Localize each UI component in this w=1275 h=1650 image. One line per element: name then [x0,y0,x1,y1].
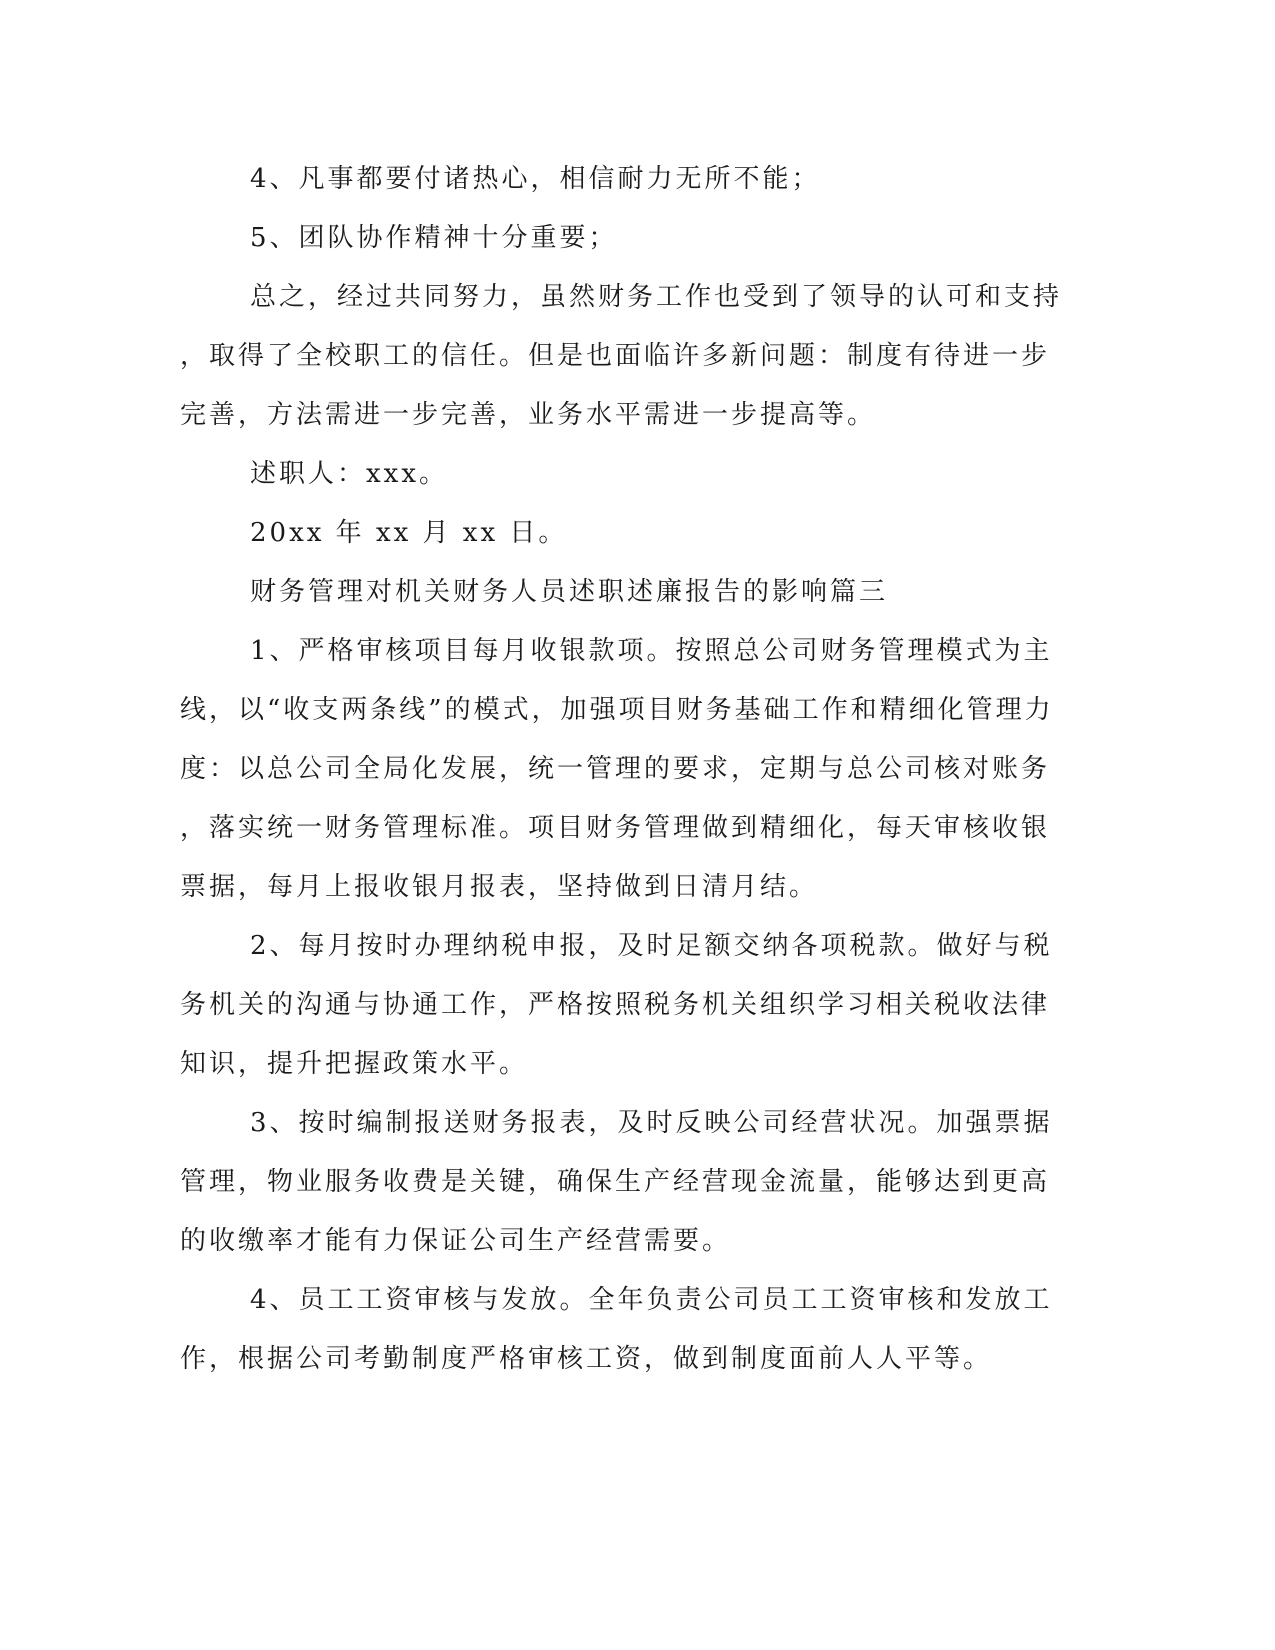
text-line-1: 4、凡事都要付诸热心，相信耐力无所不能； [250,164,821,194]
text-line-11: 度：以总公司全局化发展，统一管理的要求，定期与总公司核对账务 [180,754,1051,784]
text-line-2: 5、团队协作精神十分重要； [250,223,618,253]
text-line-21: 作，根据公司考勤制度严格审核工资，做到制度面前人人平等。 [180,1344,993,1374]
text-line-13: 票据，每月上报收银月报表，坚持做到日清月结。 [180,872,819,902]
text-line-4: ，取得了全校职工的信任。但是也面临许多新问题：制度有待进一步 [180,341,1051,371]
document-body [180,150,1063,1389]
section-heading: 财务管理对机关财务人员述职述廉报告的影响篇三 [250,577,889,607]
text-line-14: 2、每月按时办理纳税申报，及时足额交纳各项税款。做好与税 [250,931,1053,961]
text-line-19: 的收缴率才能有力保证公司生产经营需要。 [180,1226,732,1256]
text-line-20: 4、员工工资审核与发放。全年负责公司员工工资审核和发放工 [250,1285,1053,1315]
text-line-9: 1、严格审核项目每月收银款项。按照总公司财务管理模式为主 [250,636,1053,666]
text-line-5: 完善，方法需进一步完善，业务水平需进一步提高等。 [180,400,877,430]
text-line-18: 管理，物业服务收费是关键，确保生产经营现金流量，能够达到更高 [180,1167,1051,1197]
signature-line: 述职人：xxx。 [250,459,448,489]
text-line-3: 总之，经过共同努力，虽然财务工作也受到了领导的认可和支持 [250,282,1063,312]
text-line-17: 3、按时编制报送财务报表，及时反映公司经营状况。加强票据 [250,1108,1053,1138]
date-line: 20xx 年 xx 月 xx 日。 [250,518,568,548]
text-line-15: 务机关的沟通与协通工作，严格按照税务机关组织学习相关税收法律 [180,990,1051,1020]
text-line-12: ，落实统一财务管理标准。项目财务管理做到精细化，每天审核收银 [180,813,1051,843]
text-line-16: 知识，提升把握政策水平。 [180,1049,529,1079]
text-line-10: 线，以“收支两条线”的模式，加强项目财务基础工作和精细化管理力 [180,695,1054,725]
